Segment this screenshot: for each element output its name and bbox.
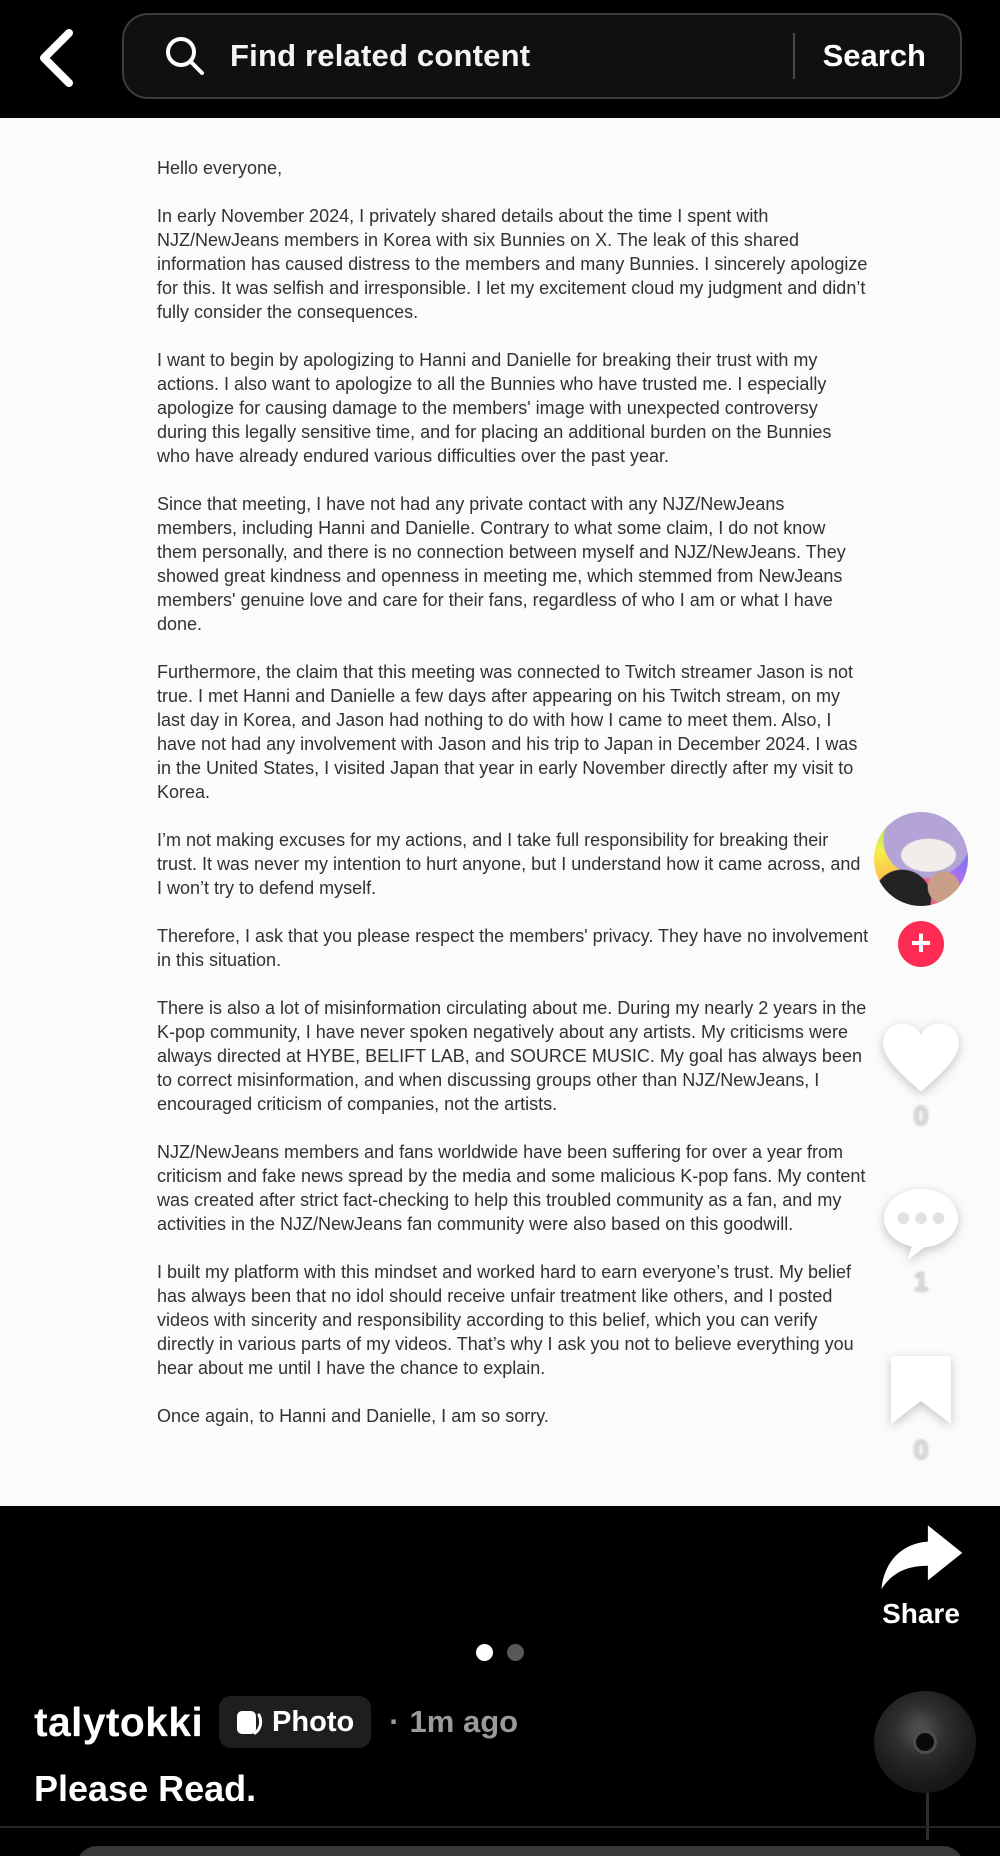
search-input[interactable] — [122, 13, 962, 99]
photo-badge — [219, 1696, 371, 1748]
back-button[interactable] — [30, 22, 82, 94]
comment-button-bubble-icon[interactable] — [880, 1186, 962, 1266]
search-icon — [162, 33, 208, 79]
photo-stack-icon — [236, 1708, 263, 1737]
search-divider — [793, 33, 795, 79]
like-count: 0 — [913, 1100, 929, 1130]
search-placeholder: Find related content — [230, 38, 531, 73]
letter-paragraph: I’m not making excuses for my actions, and I take full responsibility for breaking their trust. It was never my intention to hurt anyone, but I understand how it came across, and I won’t try to defend myself. — [157, 830, 861, 898]
comment-count: 1 — [913, 1266, 929, 1296]
like-button-heart-icon[interactable] — [878, 1018, 964, 1098]
comment-input-bar[interactable] — [76, 1846, 964, 1856]
letter-paragraph: Once again, to Hanni and Danielle, I am so sorry. — [157, 1406, 549, 1426]
carousel-pagination — [0, 1644, 1000, 1661]
bookmark-button-icon[interactable] — [887, 1354, 955, 1428]
letter-paragraph: Therefore, I ask that you please respect the members' privacy. They have no involvement in this situation. — [157, 926, 869, 970]
timestamp: 1m ago — [409, 1704, 519, 1739]
letter-paragraph: Hello everyone, — [157, 158, 283, 178]
search-button[interactable]: Search — [822, 38, 926, 73]
letter-paragraph: Since that meeting, I have not had any private contact with any NJZ/NewJeans members, including Hanni and Danielle. Contrary to what some claim, I do not know them personally, and there is no connection between myself and NJZ/NewJeans. They showed great kindness and openness in meeting me, which stemmed from NewJeans members' genuine love and care for their fans, regardless of who I am or what I have done. — [157, 494, 846, 634]
pagination-dot — [476, 1644, 493, 1661]
username[interactable]: talytokki — [34, 1698, 204, 1745]
bottom-divider — [0, 1826, 1000, 1828]
top-bar — [0, 0, 1000, 118]
meta-separator: · — [389, 1704, 400, 1739]
pagination-dot — [507, 1644, 524, 1661]
profile-avatar[interactable] — [874, 812, 968, 906]
photo-badge-label: Photo — [272, 1705, 355, 1738]
letter-paragraph: Furthermore, the claim that this meeting was connected to Twitch streamer Jason is not true. I met Hanni and Danielle a few days after appearing on his Twitch stream, on my last day in Korea, and Jason had nothing to do with how I came to meet them. Also, I have not had any involvement with Jason and his trip to Japan in December 2024. I was in the United States, I visited Japan that year in early November directly after my visit to Korea. — [157, 662, 858, 802]
letter-paragraph: I built my platform with this mindset and worked hard to earn everyone’s trust. My belief has always been that no idol should receive unfair treatment like others, and I posted videos with sincerity and responsibility according to this belief, which you can verify directly in various parts of my videos. That’s why I ask you not to believe everything you hear about me until I have the chance to explain. — [157, 1262, 854, 1378]
share-label: Share — [882, 1598, 960, 1629]
share-button-arrow-icon[interactable] — [878, 1520, 964, 1596]
letter-paragraph: NJZ/NewJeans members and fans worldwide have been suffering for over a year from criticism and fake news spread by the media and some malicious K-pop fans. My content was created after strict fact-checking to help this troubled community as a fan, and my activities in the NJZ/NewJeans fan community were also based on this goodwill. — [157, 1142, 866, 1234]
apology-letter — [157, 156, 869, 1452]
sound-record-disc[interactable] — [874, 1691, 976, 1793]
post-caption: Please Read. — [34, 1768, 257, 1809]
chevron-left-icon — [36, 27, 76, 89]
letter-paragraph: I want to begin by apologizing to Hanni and Danielle for breaking their trust with my actions. I also want to apologize to all the Bunnies who have trusted me. I especially apologize for causing damage to the members' image with unexpected controversy during this legally sensitive time, and for placing an additional burden on the Bunnies who have already endured various difficulties over the past year. — [157, 350, 832, 466]
bookmark-count: 0 — [913, 1434, 929, 1464]
plus-icon: + — [910, 921, 932, 963]
letter-paragraph: In early November 2024, I privately shared details about the time I spent with NJZ/NewJeans members in Korea with six Bunnies on X. The leak of this shared information has caused distress to the members and many Bunnies. I sincerely apologize for this. It was selfish and irresponsible. I let my excitement cloud my judgment and didn’t fully consider the consequences. — [157, 206, 868, 322]
photo-content — [0, 118, 1000, 1506]
follow-button[interactable] — [898, 921, 944, 967]
post-meta-row — [34, 1696, 518, 1748]
letter-paragraph: There is also a lot of misinformation circulating about me. During my nearly 2 years in the K-pop community, I have never spoken negatively about any artists. My criticisms were always directed at HYBE, BELIFT LAB, and SOURCE MUSIC. My goal has always been to correct misinformation, and when discussing groups other than NJZ/NewJeans, I encouraged criticism of companies, not the artists. — [157, 998, 867, 1114]
